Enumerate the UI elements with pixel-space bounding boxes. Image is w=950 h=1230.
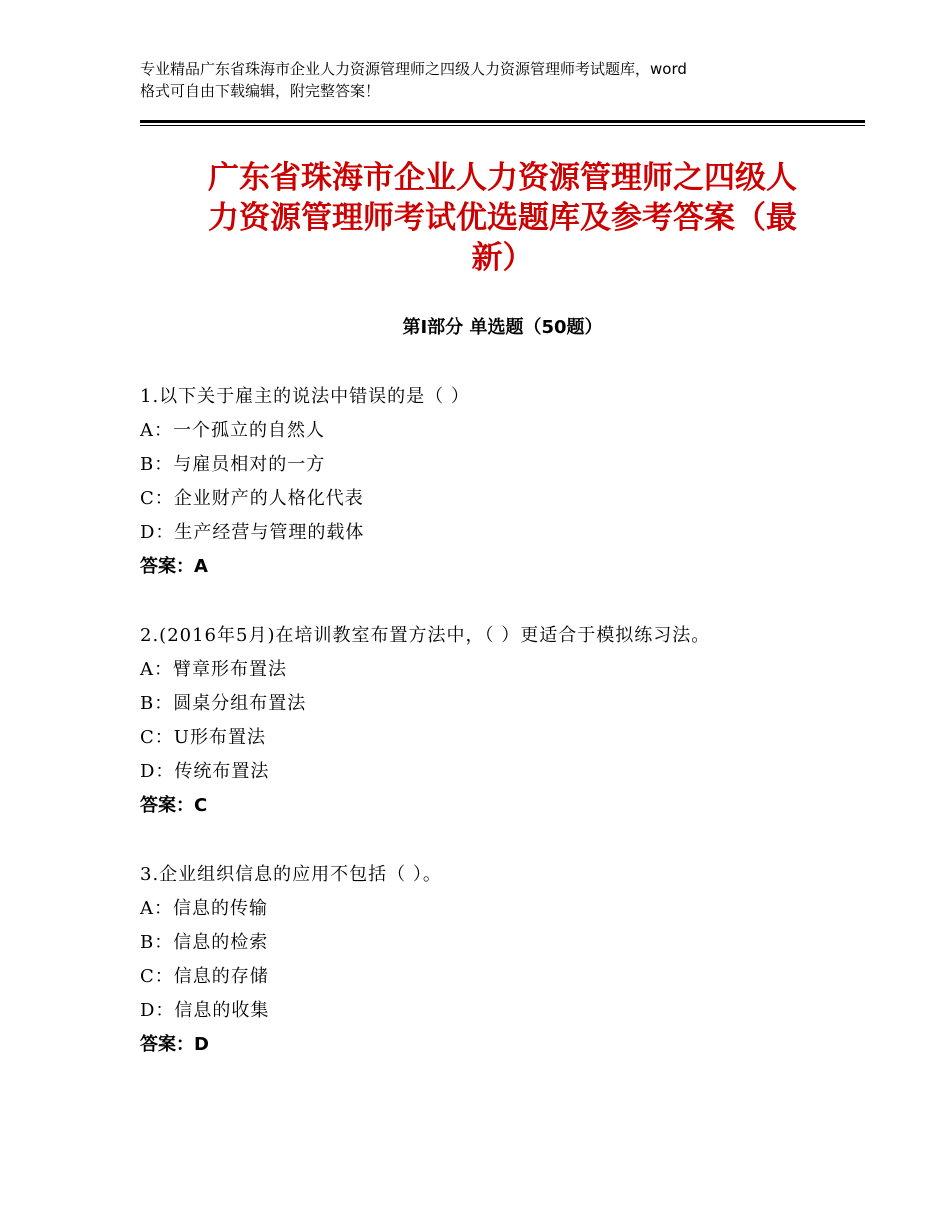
header-divider-thick (140, 120, 865, 123)
header-note-line-2: 格式可自由下载编辑，附完整答案！ (140, 82, 381, 100)
document-title-line-2: 力资源管理师考试优选题库及参考答案（最 (208, 200, 797, 236)
header-divider-thin (140, 125, 865, 126)
option-a: A：信息的传输 (140, 898, 268, 919)
option-c: C：企业财产的人格化代表 (140, 488, 364, 509)
question-1 (140, 380, 865, 584)
answer: 答案：A (140, 556, 208, 577)
question-2 (140, 619, 865, 823)
question-stem: 1.以下关于雇主的说法中错误的是（ ） (140, 386, 470, 407)
document-title (140, 158, 865, 278)
option-a: A：臂章形布置法 (140, 659, 287, 680)
answer: 答案：D (140, 1034, 209, 1055)
option-d: D：传统布置法 (140, 761, 270, 782)
option-d: D：信息的收集 (140, 1000, 270, 1021)
section-title: 第Ⅰ部分 单选题（50题） (402, 317, 603, 338)
option-b: B：信息的检索 (140, 932, 269, 953)
header-note-line-1: 专业精品广东省珠海市企业人力资源管理师之四级人力资源管理师考试题库，word (140, 60, 687, 78)
header-note (140, 58, 830, 102)
option-a: A：一个孤立的自然人 (140, 420, 325, 441)
answer: 答案：C (140, 795, 208, 816)
question-3 (140, 858, 865, 1062)
option-c: C：信息的存储 (140, 966, 269, 987)
question-stem: 2.(2016年5月)在培训教室布置方法中，（ ）更适合于模拟练习法。 (140, 625, 711, 646)
option-b: B：与雇员相对的一方 (140, 454, 326, 475)
document-title-line-3: 新） (471, 240, 534, 276)
document-title-line-1: 广东省珠海市企业人力资源管理师之四级人 (208, 160, 797, 196)
question-stem: 3.企业组织信息的应用不包括（ ）。 (140, 864, 442, 885)
option-b: B：圆桌分组布置法 (140, 693, 307, 714)
option-d: D：生产经营与管理的载体 (140, 522, 365, 543)
option-c: C：U形布置法 (140, 727, 266, 748)
